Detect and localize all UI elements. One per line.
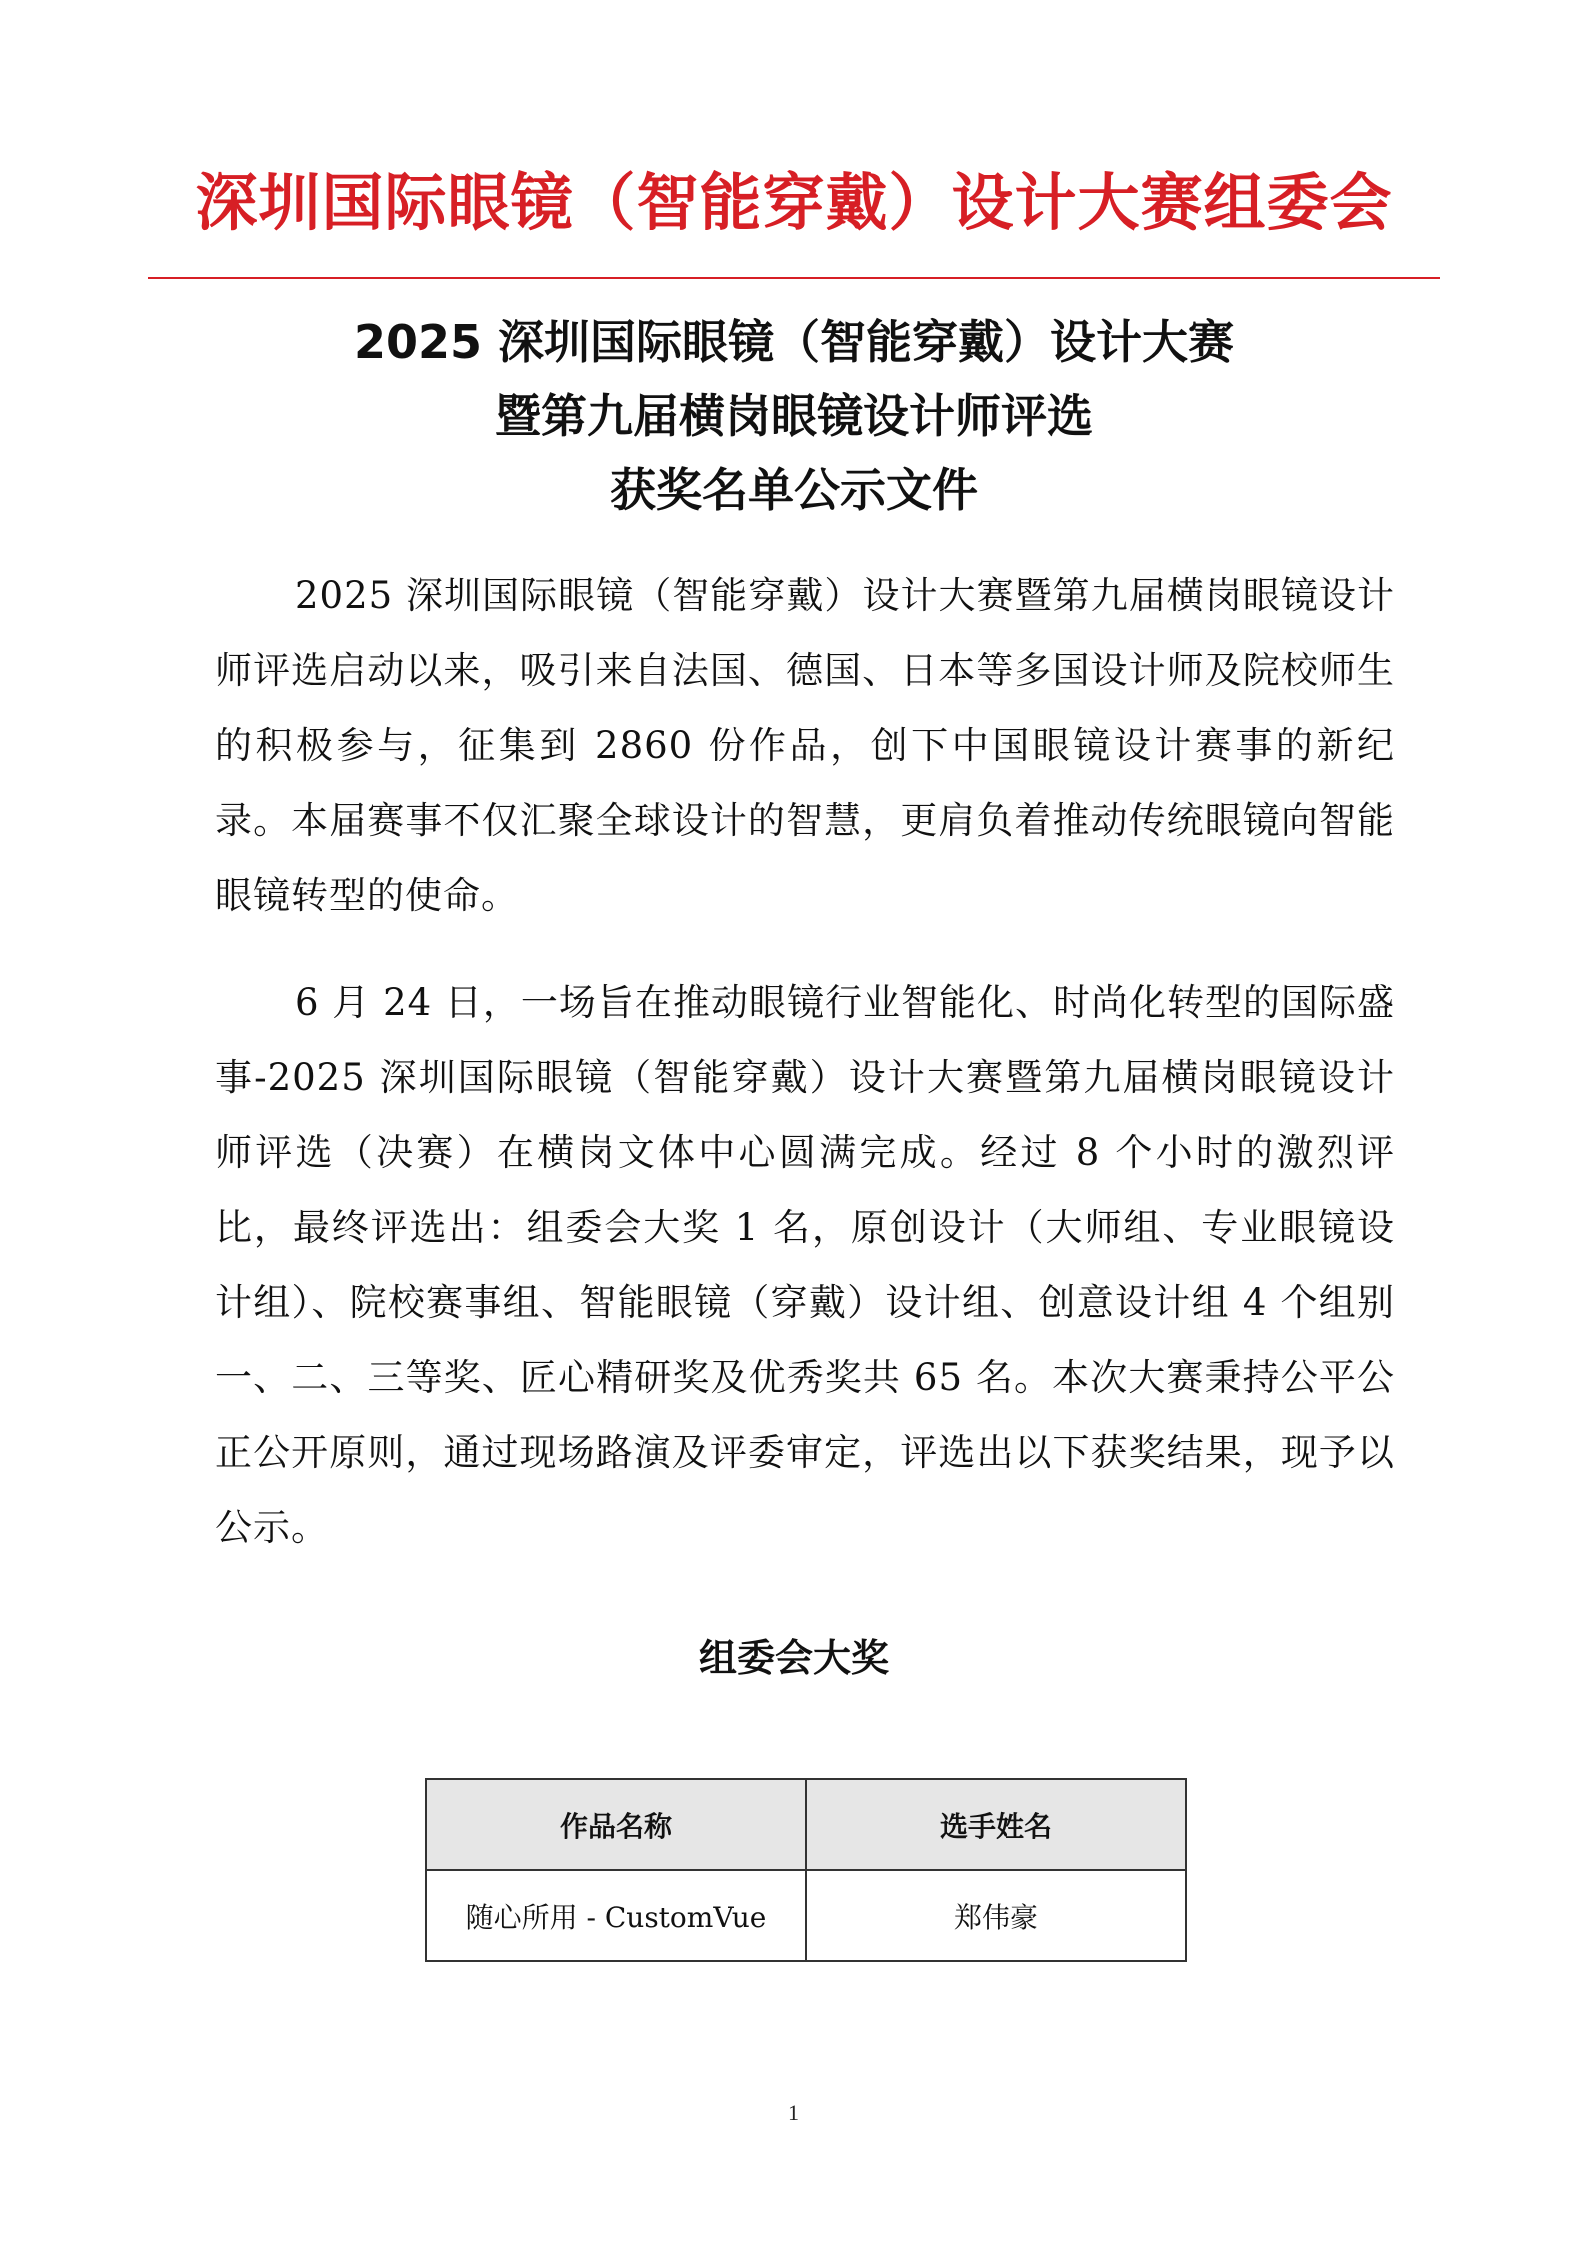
award-table-header-row [426,1779,1186,1870]
document-title-line-2: 暨第九届横岗眼镜设计师评选 [495,389,1093,443]
award-table [425,1778,1187,1962]
cell-contestant-name: 郑伟豪 [806,1870,1186,1961]
document-title [148,305,1440,527]
table-row [426,1870,1186,1961]
document-title-line-1: 2025 深圳国际眼镜（智能穿戴）设计大赛 [353,315,1235,369]
letterhead-red-rule [148,277,1440,279]
header-work-name: 作品名称 [426,1779,806,1870]
cell-work-name: 随心所用 - CustomVue [426,1870,806,1961]
header-contestant-name: 选手姓名 [806,1779,1186,1870]
body-paragraph-1: 2025 深圳国际眼镜（智能穿戴）设计大赛暨第九届横岗眼镜设计师评选启动以来，吸引来自法国、德国、日本等多国设计师及院校师生的积极参与，征集到 2860 份作品，创下中国眼镜设计赛事的新纪录。本届赛事不仅汇聚全球设计的智慧，更肩负着推动传统眼镜向智能眼镜转型的使命。 [215,574,1395,917]
page-number: 1 [788,2100,799,2125]
body-paragraph-2: 6 月 24 日，一场旨在推动眼镜行业智能化、时尚化转型的国际盛事-2025 深圳国际眼镜（智能穿戴）设计大赛暨第九届横岗眼镜设计师评选（决赛）在横岗文体中心圆满完成。经过 8 个小时的激烈评比，最终评选出：组委会大奖 1 名，原创设计（大师组、专业眼镜设计组）、院校赛事组、智能眼镜（穿戴）设计组、创意设计组 4 个组别一、二、三等奖、匠心精研奖及优秀奖共 65 名。本次大赛秉持公平公正公开原则，通过现场路演及评委审定，评选出以下获奖结果，现予以公示。 [215,981,1395,1549]
letterhead-organization: 深圳国际眼镜（智能穿戴）设计大赛组委会 [195,166,1393,239]
award-section-title: 组委会大奖 [698,1636,889,1680]
document-title-line-3: 获奖名单公示文件 [610,463,978,517]
